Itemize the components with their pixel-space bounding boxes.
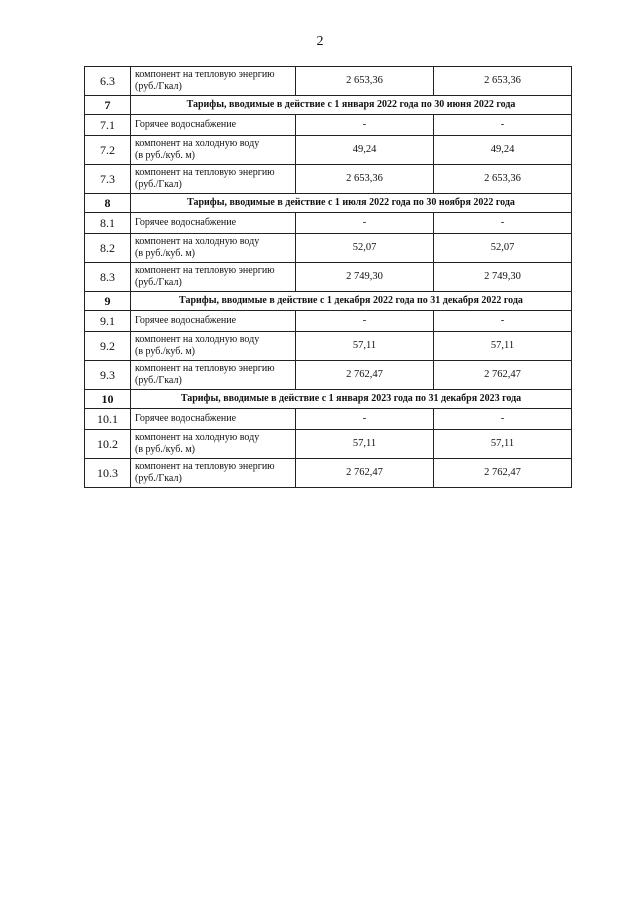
table-row xyxy=(85,234,572,263)
row-label: компонент на тепловую энергию (руб./Гкал) xyxy=(131,67,296,96)
row-number: 7.3 xyxy=(85,165,131,194)
table-row xyxy=(85,459,572,488)
row-value-1: - xyxy=(296,115,434,136)
row-value-2: 2 653,36 xyxy=(434,165,572,194)
row-value-2: 49,24 xyxy=(434,136,572,165)
row-value-1: 49,24 xyxy=(296,136,434,165)
row-value-2: 2 762,47 xyxy=(434,361,572,390)
row-number: 10.2 xyxy=(85,430,131,459)
section-header-row xyxy=(85,96,572,115)
row-number: 8.3 xyxy=(85,263,131,292)
row-value-1: - xyxy=(296,311,434,332)
row-number: 6.3 xyxy=(85,67,131,96)
row-value-1: 57,11 xyxy=(296,332,434,361)
section-number: 9 xyxy=(85,292,131,311)
table-row xyxy=(85,332,572,361)
table-row xyxy=(85,263,572,292)
row-value-2: - xyxy=(434,409,572,430)
row-number: 8.2 xyxy=(85,234,131,263)
row-number: 9.1 xyxy=(85,311,131,332)
row-value-2: - xyxy=(434,311,572,332)
row-value-2: 52,07 xyxy=(434,234,572,263)
row-value-1: 2 749,30 xyxy=(296,263,434,292)
row-value-2: 2 749,30 xyxy=(434,263,572,292)
row-value-2: 2 653,36 xyxy=(434,67,572,96)
row-number: 8.1 xyxy=(85,213,131,234)
table-row xyxy=(85,136,572,165)
row-label: компонент на тепловую энергию (руб./Гкал) xyxy=(131,263,296,292)
tariff-table-body xyxy=(85,67,572,488)
section-title: Тарифы, вводимые в действие с 1 декабря 2022 года по 31 декабря 2022 года xyxy=(131,292,572,311)
table-row xyxy=(85,115,572,136)
row-number: 7.2 xyxy=(85,136,131,165)
row-number: 10.1 xyxy=(85,409,131,430)
section-header-row xyxy=(85,292,572,311)
table-row xyxy=(85,430,572,459)
section-number: 10 xyxy=(85,390,131,409)
section-number: 8 xyxy=(85,194,131,213)
section-header-row xyxy=(85,194,572,213)
row-value-1: 2 762,47 xyxy=(296,361,434,390)
row-label: компонент на тепловую энергию (руб./Гкал) xyxy=(131,165,296,194)
row-number: 10.3 xyxy=(85,459,131,488)
row-number: 9.2 xyxy=(85,332,131,361)
section-header-row xyxy=(85,390,572,409)
row-number: 7.1 xyxy=(85,115,131,136)
row-value-1: 2 653,36 xyxy=(296,165,434,194)
row-value-1: 2 653,36 xyxy=(296,67,434,96)
row-label: Горячее водоснабжение xyxy=(131,409,296,430)
section-title: Тарифы, вводимые в действие с 1 января 2023 года по 31 декабря 2023 года xyxy=(131,390,572,409)
row-value-1: 52,07 xyxy=(296,234,434,263)
row-value-1: 2 762,47 xyxy=(296,459,434,488)
row-value-2: 57,11 xyxy=(434,430,572,459)
table-row xyxy=(85,409,572,430)
row-label: компонент на холодную воду (в руб./куб. м) xyxy=(131,332,296,361)
row-label: компонент на тепловую энергию (руб./Гкал) xyxy=(131,459,296,488)
table-row xyxy=(85,213,572,234)
row-label: компонент на холодную воду (в руб./куб. м) xyxy=(131,136,296,165)
row-value-2: - xyxy=(434,213,572,234)
row-label: компонент на холодную воду (в руб./куб. м) xyxy=(131,430,296,459)
row-label: Горячее водоснабжение xyxy=(131,213,296,234)
tariff-table xyxy=(84,66,572,488)
section-title: Тарифы, вводимые в действие с 1 января 2022 года по 30 июня 2022 года xyxy=(131,96,572,115)
table-row xyxy=(85,361,572,390)
row-label: компонент на тепловую энергию (руб./Гкал) xyxy=(131,361,296,390)
row-label: Горячее водоснабжение xyxy=(131,311,296,332)
table-row xyxy=(85,165,572,194)
section-title: Тарифы, вводимые в действие с 1 июля 2022 года по 30 ноября 2022 года xyxy=(131,194,572,213)
row-value-1: - xyxy=(296,213,434,234)
row-value-1: - xyxy=(296,409,434,430)
row-number: 9.3 xyxy=(85,361,131,390)
page-number: 2 xyxy=(316,34,324,49)
table-row xyxy=(85,67,572,96)
section-number: 7 xyxy=(85,96,131,115)
row-value-2: - xyxy=(434,115,572,136)
row-value-2: 57,11 xyxy=(434,332,572,361)
row-value-1: 57,11 xyxy=(296,430,434,459)
row-label: Горячее водоснабжение xyxy=(131,115,296,136)
row-label: компонент на холодную воду (в руб./куб. м) xyxy=(131,234,296,263)
row-value-2: 2 762,47 xyxy=(434,459,572,488)
table-row xyxy=(85,311,572,332)
